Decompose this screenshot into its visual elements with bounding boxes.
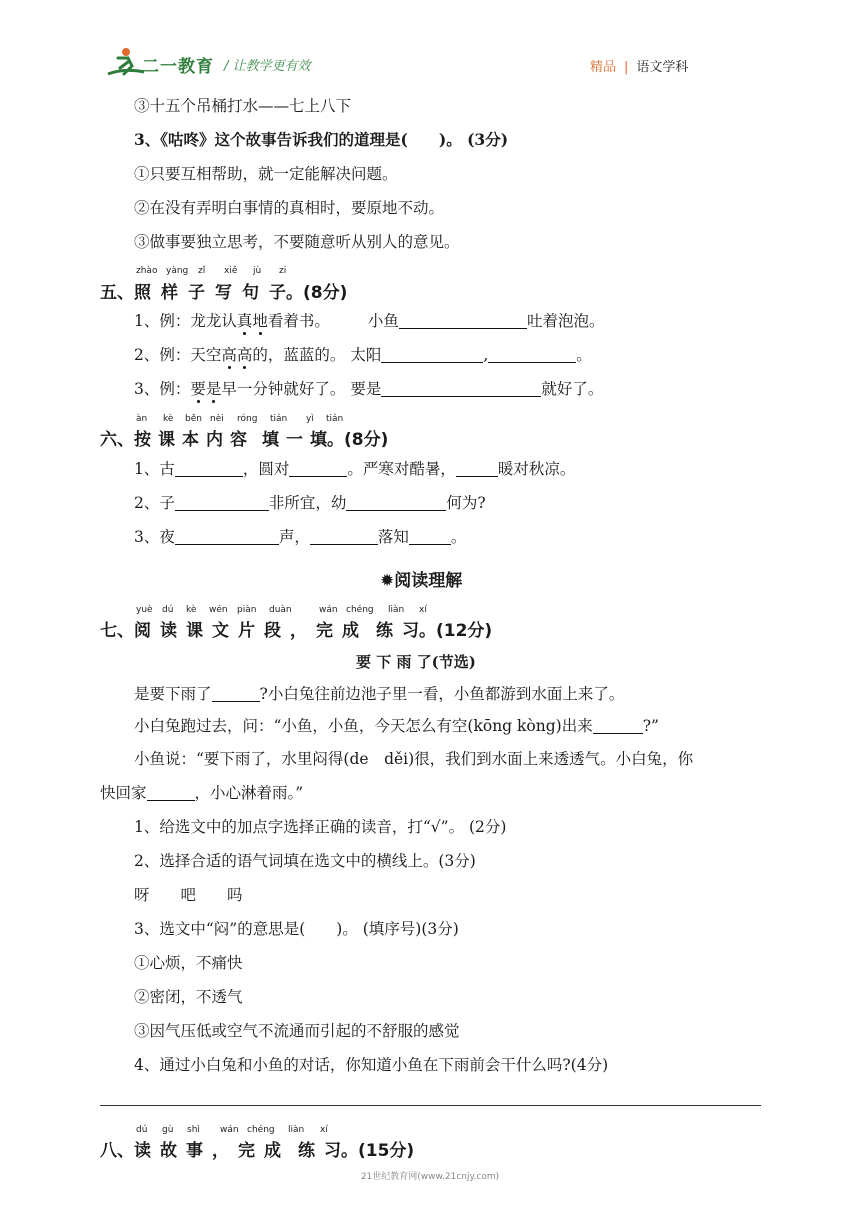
dotted-char: 真 [236,312,253,330]
sec5-item-1 [134,311,604,331]
text: 看着书。 [267,312,330,330]
passage-title: 要 下 雨 了(节选) [356,653,476,671]
title-char: 子 [188,283,215,303]
title-char: 一 [286,430,310,450]
pinyin: xí [320,1125,328,1135]
section-5-heading [100,278,347,303]
dotted-char: 高 [236,346,253,364]
title-char: 练 [376,621,402,641]
pinyin: shì [187,1125,200,1135]
answer-blank[interactable] [381,380,541,397]
pinyin: běn [185,414,202,424]
answer-blank[interactable] [488,346,576,363]
quality-label: 精品 [590,60,617,75]
text: 声， [278,528,310,546]
pinyin: gù [162,1125,174,1135]
dotted-char: 要 [190,380,206,398]
passage-paragraph-3: 小鱼说：“要下雨了，水里闷得(de děi)很，我们到水面上来透透气。小白兔，你 [134,750,694,768]
section-8-heading [100,1136,414,1161]
text: 就好了。 [541,380,604,398]
text: 早一分钟就好了。 要是 [221,380,382,398]
answer-blank[interactable] [456,460,498,477]
title-char: ， [212,1141,238,1161]
pinyin: tián [270,414,288,424]
text: 快回家 [100,784,147,802]
title-char: 样 [161,283,188,303]
pinyin: yàng [166,266,189,276]
title-char: ， [290,621,316,641]
title-char: 照 [134,283,161,303]
dotted-char: 是 [205,380,222,398]
slogan: / 让教学更有效 [224,59,311,74]
answer-blank[interactable] [289,460,347,477]
passage-paragraph-4 [100,783,303,803]
particle-words: 呀 吧 吗 [134,886,243,904]
title-char: 内 [206,430,230,450]
header-right [590,56,688,75]
pinyin: liàn [388,605,405,615]
text: ?小白兔往前边池子里一看，小鱼都游到水面上来了。 [259,685,625,703]
title-char: 阅 [134,621,160,641]
passage-paragraph-1 [134,684,624,704]
text: 1、古 [134,460,175,478]
dotted-char: 高 [221,346,237,364]
title-char: 课 [186,621,212,641]
title-char: 完 [238,1141,264,1161]
title-char: 子 [269,283,286,303]
pinyin: xí [419,605,427,615]
text: 落知 [377,528,409,546]
title-char: 事 [186,1141,212,1161]
answer-blank[interactable] [147,784,195,801]
q3-option-2: ②密闭，不透气 [134,988,243,1006]
text: 何为? [446,494,486,512]
idiom-line: ③十五个吊桶打水——七上八下 [134,97,352,115]
sec7-question-1: 1、给选文中的加点字选择正确的读音，打“√”。 (2分) [134,818,507,836]
brand-name: 二一教育 [142,57,214,77]
pinyin: liàn [288,1125,305,1135]
sec5-title-chars [134,283,269,303]
text: 。严寒对酷暑， [347,460,456,478]
pinyin: zi [279,266,287,276]
pinyin: nèi [210,414,224,424]
pinyin: tián [326,414,344,424]
answer-blank[interactable] [212,685,260,702]
pinyin: kè [186,605,197,615]
q3-option-3: ③做事要独立思考，不要随意听从别人的意见。 [134,233,460,251]
pinyin: zǐ [198,266,206,276]
text: 3、例： [134,380,191,398]
pinyin: jù [253,266,262,276]
q3-option-2: ②在没有弄明白事情的真相时，要原地不动。 [134,199,445,217]
answer-blank[interactable] [409,528,451,545]
text: 小鱼 [367,312,399,330]
dotted-char: 地 [252,312,268,330]
q3-option-3: ③因气压低或空气不流通而引起的不舒服的感觉 [134,1022,460,1040]
pinyin: chéng [346,605,374,615]
pinyin: chéng [247,1125,275,1135]
title-char: 容 [230,430,254,450]
section-number: 五、 [100,283,134,303]
title-char: 成 [264,1141,290,1161]
section-6-heading [100,425,388,450]
points: 。(12分) [419,621,493,641]
sec6-item-2 [134,493,486,513]
subject-label: 语文学科 [636,60,689,75]
q3-option-1: ①只要互相帮助，就一定能解决问题。 [134,165,398,183]
title-char: 完 [316,621,342,641]
points: 。(15分) [341,1141,415,1161]
pinyin: duàn [269,605,292,615]
answer-blank[interactable] [175,528,279,545]
pinyin: kè [163,414,174,424]
text: 暖对秋凉。 [497,460,576,478]
text: 是要下雨了 [134,685,212,703]
text: ，小心淋着雨。” [194,784,304,802]
reading-section-title: ✹阅读理解 [380,571,463,591]
section-number: 七、 [100,621,134,641]
pinyin: wán [319,605,338,615]
sec6-item-3 [134,527,466,547]
title-char: 段 [264,621,290,641]
title-char: 课 [158,430,182,450]
answer-blank[interactable] [175,460,243,477]
passage-paragraph-2 [134,716,659,736]
title-char: 片 [238,621,264,641]
text: 2、子 [134,494,175,512]
sec5-item-3 [134,379,603,399]
title-char: 读 [134,1141,160,1161]
text: 。 [576,346,592,364]
sec7-question-4: 4、通过小白兔和小鱼的对话，你知道小鱼在下雨前会干什么吗?(4分) [134,1056,609,1074]
points: 。(8分) [286,283,348,303]
q3-option-1: ①心烦，不痛快 [134,954,243,972]
sec7-question-3: 3、选文中“闷”的意思是( )。 (填序号)(3分) [134,920,459,938]
points: 。(8分) [327,430,389,450]
title-char: 句 [242,283,269,303]
divider-line [100,1105,761,1106]
title-char: 习 [324,1141,341,1161]
pinyin: zhào [136,266,158,276]
title-char: 故 [160,1141,186,1161]
pinyin: xiě [224,266,238,276]
pinyin: dú [162,605,174,615]
answer-blank[interactable] [399,312,527,329]
answer-blank[interactable] [346,494,446,511]
title-char: 填 [310,430,327,450]
title-char: 读 [160,621,186,641]
text: ，圆对 [242,460,290,478]
answer-blank[interactable] [593,717,643,734]
pinyin: róng [237,414,258,424]
text: 1、例：龙龙认 [134,312,237,330]
sec5-item-2 [134,345,592,365]
section-number: 八、 [100,1141,134,1161]
header-separator: | [624,60,629,75]
pinyin: dú [136,1125,148,1135]
sec7-question-2: 2、选择合适的语气词填在选文中的横线上。(3分) [134,852,476,870]
pinyin: wén [209,605,228,615]
title-char: 成 [342,621,368,641]
title-char: 练 [298,1141,324,1161]
pinyin: yì [306,414,314,424]
text: 3、夜 [134,528,175,546]
page-footer: 21世纪教育网(www.21cnjy.com) [360,1172,500,1182]
text: 。 [450,528,467,546]
section-7-heading [100,616,492,641]
title-char: 文 [212,621,238,641]
text: , [483,346,489,364]
title-char: 写 [215,283,242,303]
text: 2、例：天空 [134,346,222,364]
text: 吐着泡泡。 [526,312,605,330]
sec6-item-1 [134,459,575,479]
section-number: 六、 [100,430,134,450]
title-char: 本 [182,430,206,450]
pinyin: àn [136,414,148,424]
title-char: 习 [402,621,419,641]
pinyin: wán [220,1125,239,1135]
answer-blank[interactable] [381,346,483,363]
pinyin: yuè [136,605,153,615]
text: 小白兔跑过去，问：“小鱼，小鱼，今天怎么有空(kōng kòng)出来 [134,717,593,735]
pinyin: piàn [237,605,257,615]
question-3: 3、《咕咚》这个故事告诉我们的道理是( )。 (3分) [134,130,509,149]
text: 的，蓝蓝的。 太阳 [252,346,382,364]
title-char: 按 [134,430,158,450]
text: ?” [642,717,659,735]
answer-blank[interactable] [310,528,378,545]
title-char: 填 [262,430,286,450]
answer-blank[interactable] [175,494,269,511]
text: 非所宜，幼 [268,494,347,512]
